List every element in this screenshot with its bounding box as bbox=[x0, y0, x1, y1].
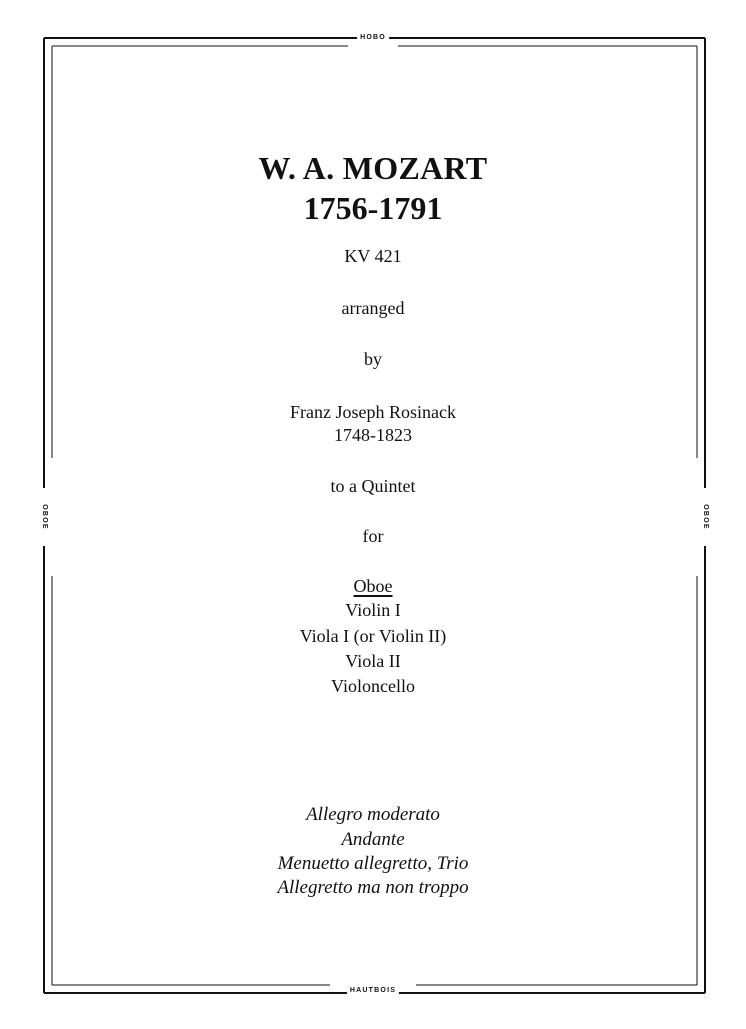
for-text: for bbox=[362, 526, 384, 546]
instrument-oboe bbox=[0, 576, 746, 597]
catalog-number: KV 421 bbox=[344, 246, 402, 266]
movement-2: Andante bbox=[341, 829, 405, 850]
instrument-violin-1: Violin I bbox=[345, 600, 401, 620]
movement-3: Menuetto allegretto, Trio bbox=[277, 853, 469, 874]
frame-bottom-label: HAUTBOIS bbox=[347, 987, 399, 995]
arranger-name: Franz Joseph Rosinack bbox=[290, 402, 456, 422]
composer-name: W. A. MOZART bbox=[258, 150, 488, 186]
frame-left-label: OBOE bbox=[40, 501, 48, 532]
instrument-violoncello: Violoncello bbox=[331, 676, 415, 696]
instrument-viola-2: Viola II bbox=[345, 651, 401, 671]
instrument-label: Oboe bbox=[353, 576, 393, 596]
arranged-text: arranged bbox=[341, 298, 405, 318]
composer-dates: 1756-1791 bbox=[303, 190, 443, 226]
frame-right-label: OBOE bbox=[701, 501, 709, 532]
arranger-dates: 1748-1823 bbox=[334, 425, 412, 445]
movement-1: Allegro moderato bbox=[306, 804, 440, 825]
movement-4: Allegretto ma non troppo bbox=[277, 877, 469, 898]
by-text: by bbox=[364, 349, 382, 369]
instrument-viola-1: Viola I (or Violin II) bbox=[299, 626, 447, 646]
frame-top-label: HOBO bbox=[357, 34, 389, 42]
quintet-text: to a Quintet bbox=[330, 476, 416, 496]
